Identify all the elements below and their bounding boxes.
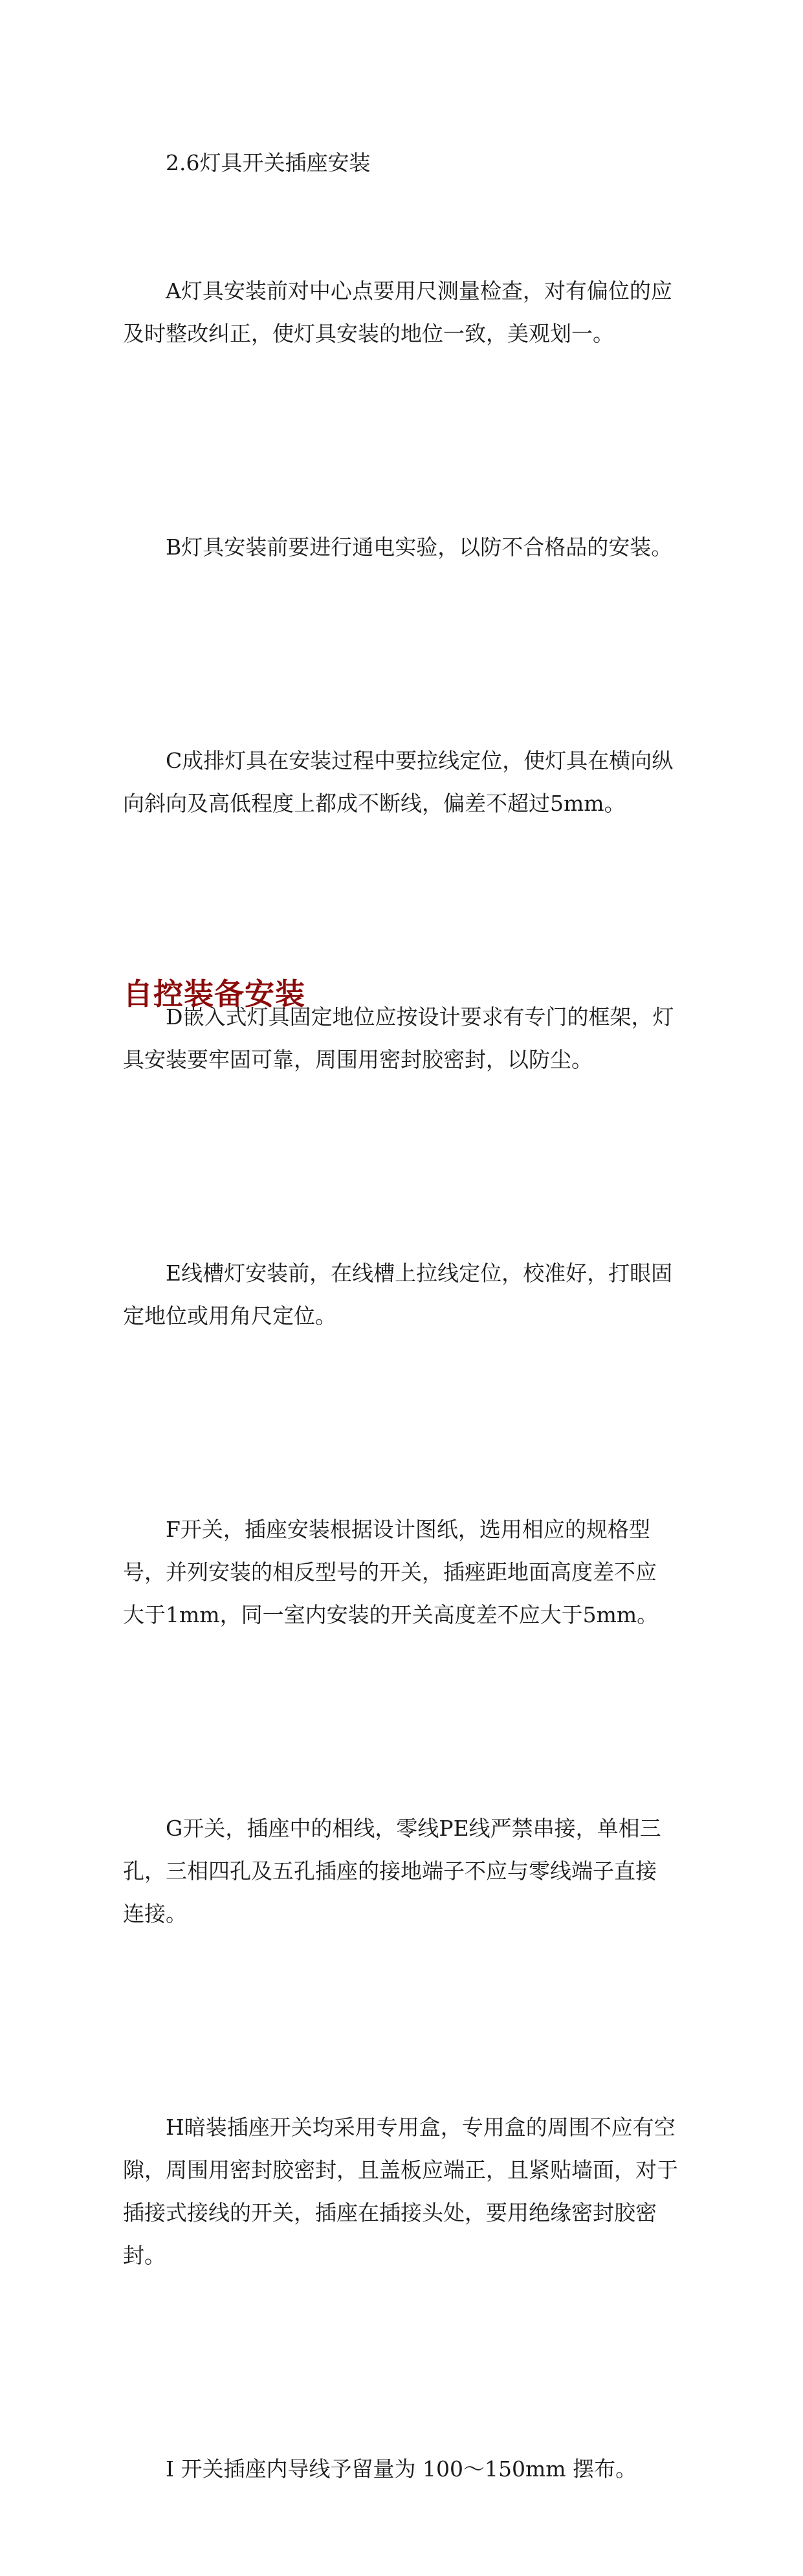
paragraph-d [123,910,692,1167]
paragraph-line: 隙，周围用密封胶密封，且盖板应端正，且紧贴墙面，对于 [123,2157,678,2183]
paragraph-line: 插接式接线的开关，插座在插接头处，要用绝缘密封胶密封。 [123,2200,657,2268]
paragraph-line: G开关，插座中的相线，零线PE线严禁串接，单相三 [166,1816,661,1841]
paragraph-line: 大于1mm，同一室内安装的开关高度差不应大于5mm。 [123,1602,659,1627]
paragraph-g [123,1722,692,2021]
paragraph-a [123,184,692,441]
section-heading: 自控装备安装 [123,976,305,1011]
paragraph-line: 具安装要牢固可靠，周围用密封胶密封，以防尘。 [123,1047,593,1072]
paragraph-line: I 开关插座内导线予留量为 100～150mm 摆布。 [166,2456,637,2482]
paragraph-i [123,2362,692,2576]
paragraph-line: 向斜向及高低程度上都成不断线，偏差不超过5mm。 [123,791,626,816]
paragraph-line: C成排灯具在安装过程中要拉线定位，使灯具在横向纵 [166,748,674,773]
paragraph-b [123,441,692,654]
paragraph-f [123,1423,692,1722]
document-body [123,142,692,2576]
paragraph-line: 连接。 [123,1901,187,1926]
paragraph-e [123,1167,692,1423]
paragraph-h [123,2021,692,2362]
section-title: 2.6灯具开关插座安装 [166,150,371,175]
paragraph-line: D嵌入式灯具固定地位应按设计要求有专门的框架，灯 [166,1004,674,1029]
paragraph-line: 及时整改纠正，使灯具安装的地位一致，美观划一。 [123,321,614,346]
paragraph-line: 定地位或用角尺定位。 [123,1303,336,1328]
paragraph-line: 号，并列安装的相反型号的开关，插痤距地面高度差不应 [123,1559,657,1585]
paragraph-line: H暗装插座开关均采用专用盒，专用盒的周围不应有空 [166,2115,676,2140]
paragraph-line: F开关，插座安装根据设计图纸，选用相应的规格型 [166,1517,650,1542]
paragraph-line: A灯具安装前对中心点要用尺测量检查，对有偏位的应 [166,278,672,303]
paragraph-line: 孔，三相四孔及五孔插座的接地端子不应与零线端子直接 [123,1858,657,1884]
paragraph-line: E线槽灯安装前，在线槽上拉线定位，校准好，打眼固 [166,1260,673,1286]
paragraph-line: B灯具安装前要进行通电实验，以防不合格品的安装。 [166,534,673,560]
paragraph-c [123,654,692,910]
